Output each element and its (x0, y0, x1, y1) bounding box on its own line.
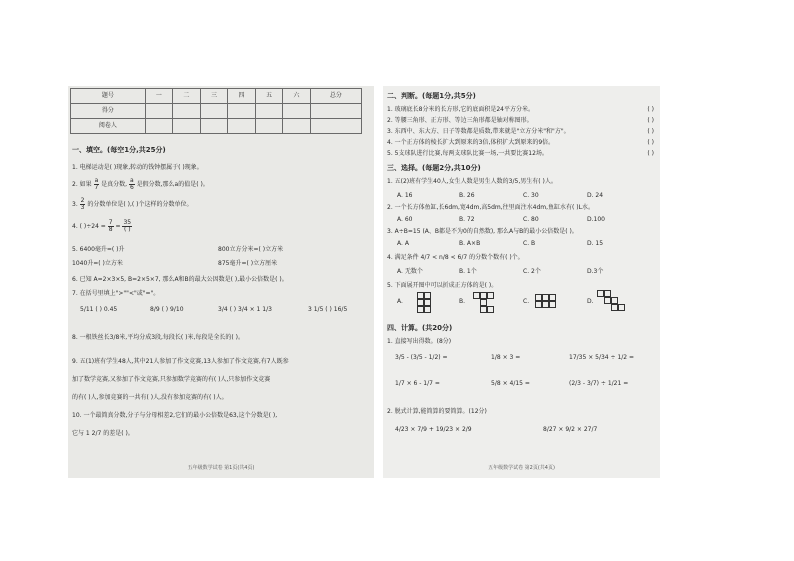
fraction: $\frac{a}{6}$ (129, 177, 134, 191)
section-title: 四、计算。(共20分) (387, 324, 453, 332)
calc-item: 5/8 × 4/15 = (491, 380, 530, 387)
option: C. (523, 298, 530, 305)
judge-item: 5. 5支球队进行比赛,每两支球队比赛一场,一共要比赛12场。 (387, 150, 548, 157)
header-cell: 题号 (71, 89, 146, 104)
option: A. (397, 298, 403, 305)
left-page (68, 86, 374, 478)
header-cell: 三 (200, 89, 228, 104)
option: D. 24 (587, 192, 604, 199)
answer-paren: ( ) (647, 117, 654, 124)
question-9-line3: 的有( )人,参加竞赛的一共有( )人,没有参加竞赛的有( )人。 (72, 394, 228, 401)
q7-item: 8/9 ( ) 9/10 (150, 306, 184, 313)
section-title: 一、填空。(每空1分,共25分) (72, 146, 166, 154)
option: D. 15 (587, 240, 604, 247)
calc-item: (2/3 - 3/7) ÷ 1/21 = (569, 380, 629, 387)
q2-text: 是真分数, (101, 181, 128, 188)
judge-item: 1. 玻璃底长8分米的长方形,它的底面积是24平方分米。 (387, 106, 534, 113)
calc-item: 1/7 × 6 - 1/7 = (395, 380, 440, 387)
choice-3: 3. A÷B=15 (A、B都是不为0的自然数), 那么A与B的最小公倍数是( )。 (387, 228, 578, 235)
question-8: 8. 一根铁丝长3/8米,平均分成3段,每段长( )米,每段是全长的( )。 (72, 334, 245, 341)
q7-item: 3/4 ( ) 3/4 × 1 1/3 (218, 306, 272, 313)
answer-paren: ( ) (647, 106, 654, 113)
option: B. 26 (459, 192, 475, 199)
option: B. 1个 (459, 268, 477, 275)
header-cell: 四 (228, 89, 256, 104)
header-cell: 总分 (310, 89, 361, 104)
question-10-line2: 它与 1 2/7 的差是( )。 (72, 430, 134, 437)
option: A. A (397, 240, 409, 247)
calc-instruction: 1. 直接写出得数。(8分) (387, 338, 452, 345)
score-table (70, 88, 362, 134)
calc-item: 17/35 × 5/34 ÷ 1/2 = (569, 354, 635, 361)
page-footer: 五年级数学试卷 第1页(共4页) (187, 465, 255, 472)
option: A. 16 (397, 192, 413, 199)
judge-item: 2. 等腰三角形、正方形、等边三角形都是轴对称图形。 (387, 117, 533, 124)
row-label: 得分 (71, 104, 146, 119)
fraction: $\frac{7}{8}$ (108, 219, 113, 233)
choice-1: 1. 五(2)班有学生40人,女生人数是男生人数的3/5,男生有( )人。 (387, 178, 557, 185)
question-1: 1. 电梯运动是( )现象,转动的钱钟摆属于( )现象。 (72, 164, 203, 171)
table-row (71, 104, 362, 119)
option: D.3个 (587, 268, 604, 275)
question-9-line2: 加了数学竞赛,又参加了作文竞赛,只参加数学竞赛的有( )人,只参加作文竞赛 (72, 376, 271, 383)
question-3: 3. $\frac{2}{3}$ 的分数单位是( ),( )个这样的分数单位。 (72, 197, 193, 211)
fraction: $\frac{2}{3}$ (80, 197, 85, 211)
option: C. 80 (523, 216, 539, 223)
judge-item: 4. 一个正方体的棱长扩大到原来的3倍,体积扩大到原来的9倍。 (387, 139, 555, 146)
right-page (383, 86, 660, 478)
calc-item: 4/23 × 7/9 + 19/23 × 2/9 (395, 426, 472, 433)
fraction: $\frac{a}{7}$ (94, 177, 99, 191)
answer-paren: ( ) (647, 139, 654, 146)
row-label: 阅卷人 (71, 119, 146, 134)
question-5d: 875毫升=( )立方厘米 (218, 260, 278, 267)
table-row (71, 119, 362, 134)
question-5a: 5. 6400毫升=( )升 (72, 246, 125, 253)
question-6: 6. 已知 A=2×3×5, B=2×5×7, 那么A和B的最大公因数是( ),最小公倍数是( )。 (72, 276, 288, 283)
table-row (71, 89, 362, 104)
question-5b: 800立方分米=( )立方米 (218, 246, 284, 253)
option: A. 无数个 (397, 268, 423, 275)
answer-paren: ( ) (647, 150, 654, 157)
option: B. A×B (459, 240, 481, 247)
header-cell: 一 (145, 89, 173, 104)
q2-text: 是假分数,那么a的值是( )。 (136, 181, 209, 188)
question-9-line1: 9. 五(1)班有学生48人,其中21人参加了作文竞赛,13人参加了作文竞赛,有7人既参 (72, 358, 289, 365)
q2-text: 2. 如果 (72, 181, 92, 188)
calc-item: 1/8 × 3 = (491, 354, 521, 361)
option: D. (587, 298, 594, 305)
judge-item: 3. 东西中、东大方、日子等数都是质数,带来就是"立方分米"和"方"。 (387, 128, 570, 135)
q7-item: 5/11 ( ) 0.45 (80, 306, 118, 313)
section-title: 三、选择。(每题2分,共10分) (387, 164, 481, 172)
question-10-line1: 10. 一个最简真分数,分子与分母相差2,它们的最小公倍数是63,这个分数是( ), (72, 412, 278, 419)
option: B. 72 (459, 216, 475, 223)
calc-item: 8/27 × 9/2 × 27/7 (543, 426, 598, 433)
calc-item: 3/5 - (3/5 - 1/2) = (395, 354, 448, 361)
choice-2: 2. 一个长方体鱼缸,长6dm,宽4dm,高5dm,往里面注水4dm,鱼缸水有( )L水。 (387, 204, 594, 211)
q3-text: 的分数单位是( ),( )个这样的分数单位。 (87, 201, 193, 208)
q7-item: 3 1/5 ( ) 16/5 (308, 306, 348, 313)
header-cell: 五 (255, 89, 283, 104)
option: C. 30 (523, 192, 539, 199)
page-footer: 五年级数学试卷 第2页(共4页) (488, 465, 555, 472)
header-cell: 二 (173, 89, 201, 104)
choice-4: 4. 满足条件 4/7 < n/8 < 6/7 的分数个数有( )个。 (387, 254, 524, 261)
answer-paren: ( ) (647, 128, 654, 135)
option: C. 2个 (523, 268, 541, 275)
question-5c: 1040升=( )立方米 (72, 260, 123, 267)
question-2 (72, 178, 370, 191)
option: B. (459, 298, 466, 305)
fraction: $\frac{35}{( )}$ (123, 219, 132, 233)
option: A. 60 (397, 216, 413, 223)
header-cell: 六 (283, 89, 311, 104)
option: D.100 (587, 216, 605, 223)
question-4: 4. ( )÷24 = $\frac{7}{8}$ = $\frac{35}{( )}$ (72, 219, 132, 233)
choice-5: 5. 下面展开图中可以折成正方体的是( )。 (387, 282, 498, 289)
section-title: 二、判断。(每题1分,共5分) (387, 92, 476, 100)
option: C. B (523, 240, 536, 247)
question-7: 7. 在括号里填上">""<"或"="。 (72, 290, 160, 297)
calc-instruction: 2. 脱式计算,能简算的要简算。(12分) (387, 408, 487, 415)
